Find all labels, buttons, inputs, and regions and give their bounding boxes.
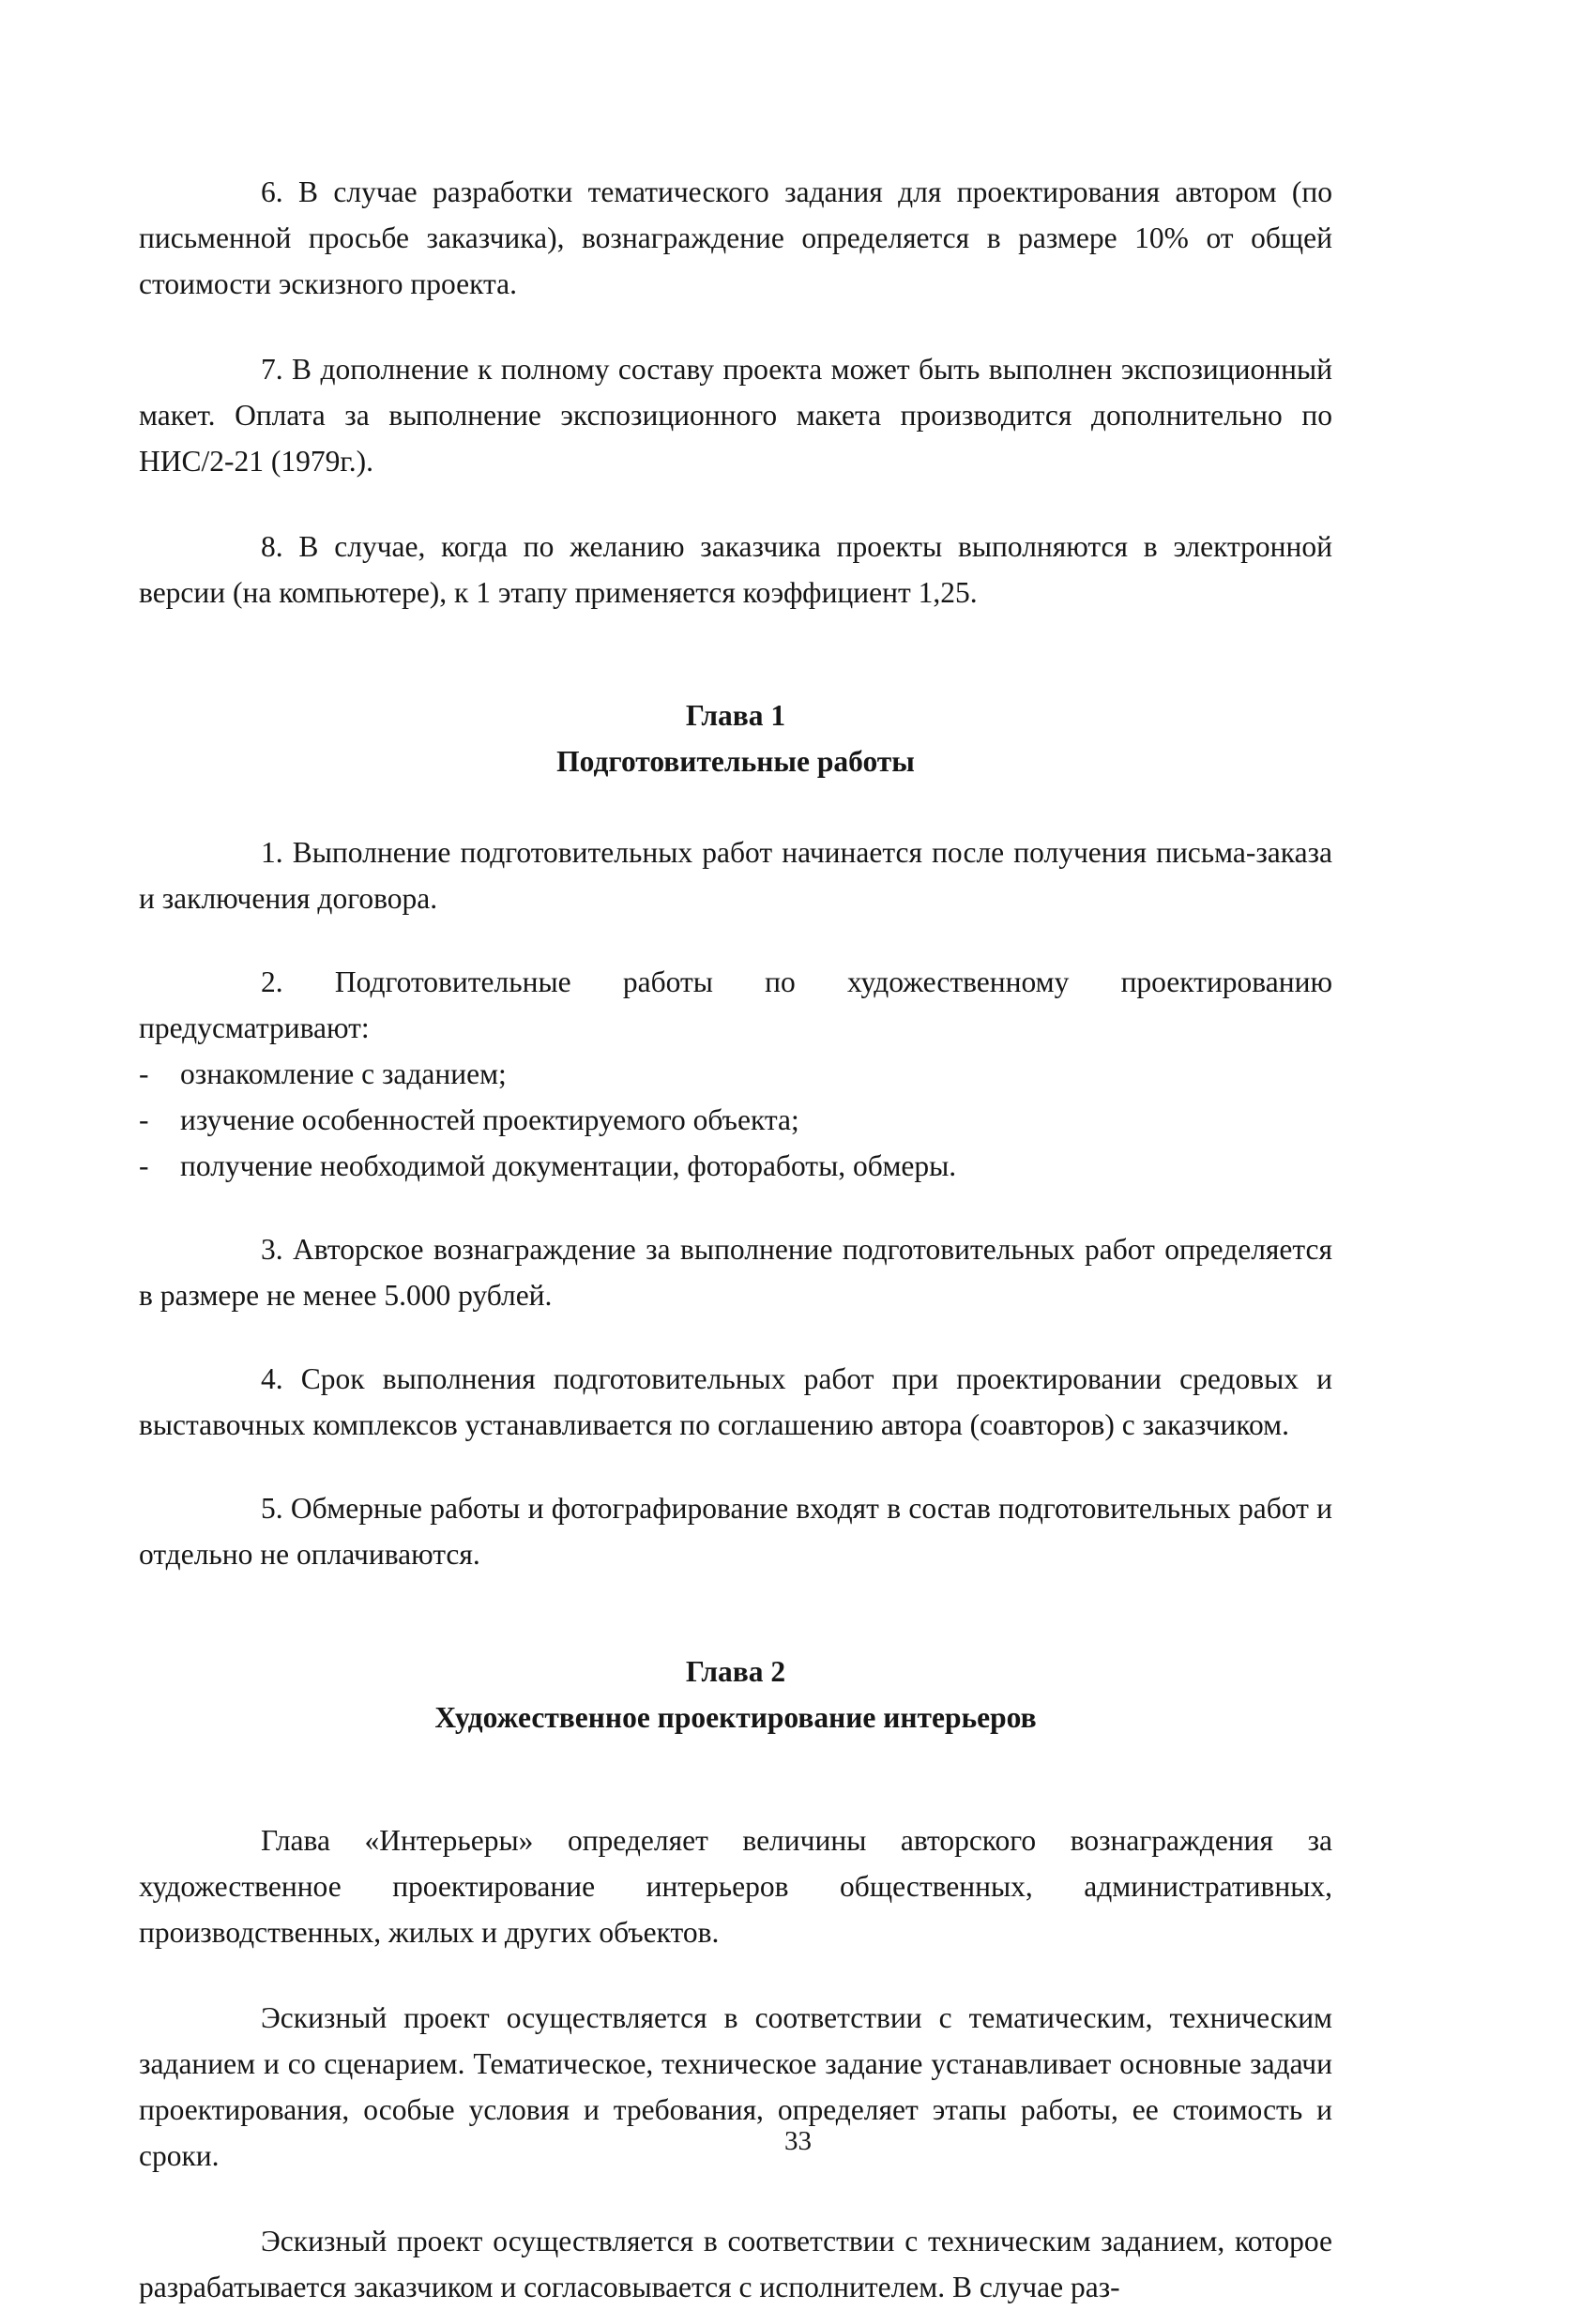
chapter-2-paragraph-1: Глава «Интерьеры» определяет величины авторского вознаграждения за художественное проектирование интерьеров общественных, административных, производственных, жилых и других объектов. (139, 1824, 1332, 1949)
paragraph-item-6: 6. В случае разработки тематического задания для проектирования автором (по письменной просьбе заказчика), вознаграждение определяется в размере 10% от общей стоимости эскизного проекта. (139, 175, 1332, 300)
dash-marker: - (139, 1057, 149, 1090)
list-item-text: получение необходимой документации, фотоработы, обмеры. (180, 1149, 957, 1182)
chapter-2-title: Художественное проектирование интерьеров (434, 1701, 1037, 1734)
chapter-1-item-2-list (139, 1051, 1332, 1189)
chapter-1-heading (139, 692, 1332, 784)
list-item (139, 1051, 1332, 1097)
chapter-2-number: Глава 2 (685, 1655, 786, 1688)
chapter-2-heading (139, 1649, 1332, 1740)
chapter-1-item-1: 1. Выполнение подготовительных работ начинается после получения письма-заказа и заключения договора. (139, 836, 1332, 915)
chapter-1-item-3: 3. Авторское вознаграждение за выполнение подготовительных работ определяется в размере не менее 5.000 рублей. (139, 1233, 1332, 1312)
list-item-text: ознакомление с заданием; (180, 1057, 507, 1090)
paragraph-item-7: 7. В дополнение к полному составу проекта может быть выполнен экспозиционный макет. Оплата за выполнение экспозиционного макета производится дополнительно по НИС/2-21 (1979г.). (139, 353, 1332, 478)
list-item (139, 1143, 1332, 1189)
chapter-1-title: Подготовительные работы (556, 745, 915, 778)
chapter-1-number: Глава 1 (685, 699, 786, 732)
chapter-1-item-4: 4. Срок выполнения подготовительных работ при проектировании средовых и выставочных комплексов устанавливается по соглашению автора (соавторов) с заказчиком. (139, 1362, 1332, 1441)
chapter-1-item-2-intro: 2. Подготовительные работы по художественному проектированию предусматривают: (139, 965, 1332, 1044)
list-item (139, 1097, 1332, 1143)
document-page (139, 169, 1332, 2310)
paragraph-item-8: 8. В случае, когда по желанию заказчика проекты выполняются в электронной версии (на компьютере), к 1 этапу применяется коэффициент 1,25. (139, 530, 1332, 609)
chapter-2-paragraph-3: Эскизный проект осуществляется в соответствии с техническим заданием, которое разрабатывается заказчиком и согласовывается с исполнителем. В случае раз- (139, 2225, 1332, 2303)
list-item-text: изучение особенностей проектируемого объекта; (180, 1103, 799, 1136)
dash-marker: - (139, 1103, 149, 1136)
page-number: 33 (784, 2126, 812, 2156)
chapter-2-paragraph-2: Эскизный проект осуществляется в соответствии с тематическим, техническим заданием и со сценарием. Тематическое, техническое задание устанавливает основные задачи проектирования, особые условия и требования, определяет этапы работы, ее стоимость и сроки. (139, 2001, 1332, 2172)
dash-marker: - (139, 1149, 149, 1182)
chapter-1-item-5: 5. Обмерные работы и фотографирование входят в состав подготовительных работ и отдельно не оплачиваются. (139, 1492, 1332, 1571)
